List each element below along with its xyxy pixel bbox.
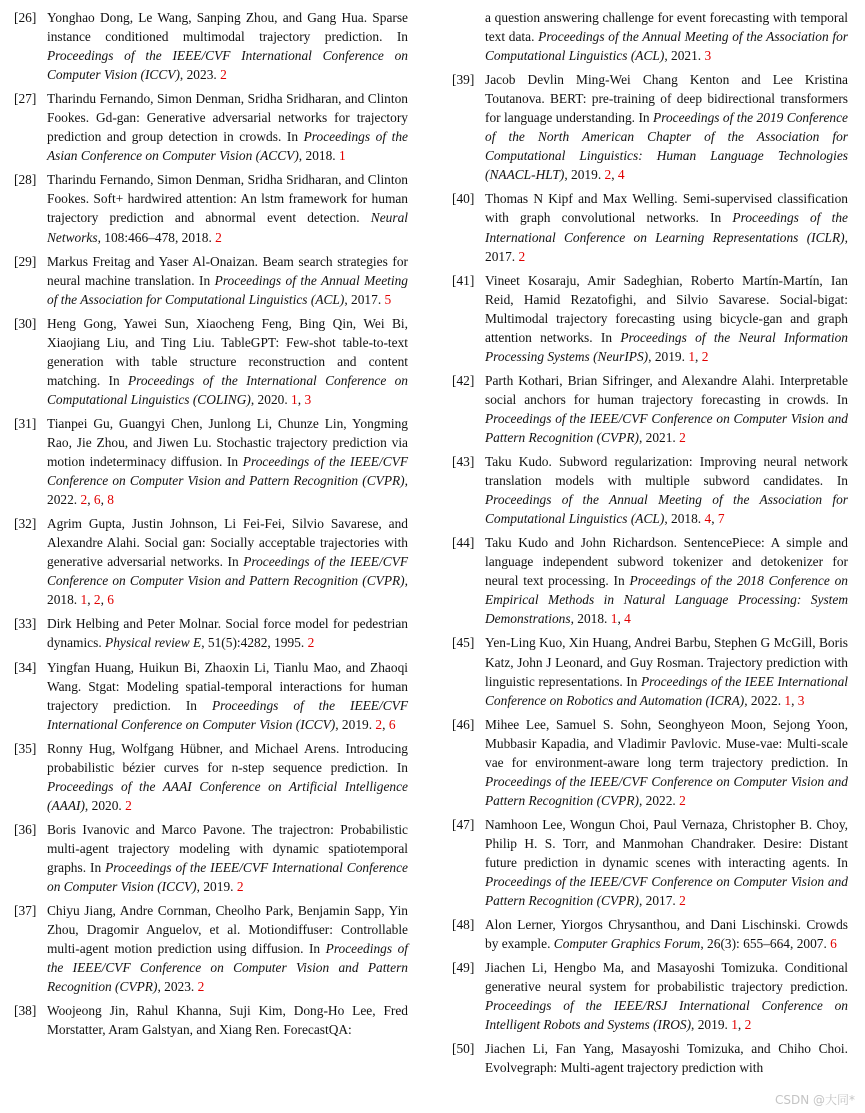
reference-authors-title: Taku Kudo and John Richardson. SentencePiece: A simple and language independent subword tokenizer and detokenizer for neural text processing. In xyxy=(485,535,848,589)
reference-number: [41] xyxy=(452,272,475,288)
backref-link[interactable]: 6 xyxy=(830,936,837,952)
reference-venue: Proceedings of the IEEE/CVF International Conference on Computer Vision (ICCV) xyxy=(47,48,408,83)
backref-link[interactable]: 3 xyxy=(704,48,712,64)
backref-links xyxy=(679,430,686,445)
reference-venue: Proceedings of the IEEE/CVF Conference on Computer Vision and Pattern Recognition (CVPR) xyxy=(47,554,409,589)
reference-entry xyxy=(452,8,848,65)
reference-text xyxy=(47,10,408,82)
reference-number: [48] xyxy=(452,917,475,933)
reference-authors-title: Heng Gong, Yawei Sun, Xiaocheng Feng, Bing Qin, Wei Bi, Xiaojiang Liu, and Ting Liu. TableGPT: Few-shot table-to-text generation with table structure reconstruction and content matching. In xyxy=(47,315,408,388)
reference-text xyxy=(47,416,408,507)
reference-number: [50] xyxy=(452,1041,475,1057)
reference-authors-title: Parth Kothari, Brian Sifringer, and Alexandre Alahi. Interpretable social anchors for human trajectory forecasting in crowds. In xyxy=(485,372,848,407)
reference-venue: Proceedings of the IEEE/CVF Conference on Computer Vision and Pattern Recognition (CVPR) xyxy=(485,773,848,808)
backref-link[interactable]: 1 xyxy=(80,592,88,608)
backref-link[interactable]: 2 xyxy=(236,879,244,895)
reference-year: , 2019. xyxy=(335,716,376,732)
reference-authors-title: Tianpei Gu, Guangyi Chen, Junlong Li, Chunze Lin, Yongming Rao, Jie Zhou, and Jiwen Lu. Stochastic trajectory prediction via motion indeterminacy diffusion. In xyxy=(47,415,408,470)
backref-link[interactable]: 2 xyxy=(679,792,686,808)
reference-entry xyxy=(452,633,848,709)
reference-number: [42] xyxy=(452,372,475,388)
reference-year: , 2017. xyxy=(485,229,848,264)
backref-link[interactable]: 6 xyxy=(107,592,114,608)
reference-entry xyxy=(452,815,848,910)
reference-venue: Proceedings of the Annual Meeting of the Association for Computational Linguistics (ACL) xyxy=(485,492,848,527)
backref-link[interactable]: 2 xyxy=(744,1017,752,1033)
backref-link[interactable]: 1 xyxy=(610,611,618,627)
backref-link[interactable]: 2 xyxy=(701,348,709,364)
reference-text xyxy=(485,535,848,626)
reference-venue: Proceedings of the IEEE/CVF Conference on Computer Vision and Pattern Recognition (CVPR) xyxy=(47,454,408,489)
reference-number: [45] xyxy=(452,635,475,651)
backref-links: 2, 6 xyxy=(375,716,396,732)
backref-links: 1, 2 xyxy=(731,1017,752,1033)
backref-link[interactable]: 1 xyxy=(731,1017,738,1033)
reference-entry xyxy=(14,170,408,246)
reference-entry xyxy=(14,89,408,165)
reference-number: [49] xyxy=(452,960,475,976)
reference-authors-title: Agrim Gupta, Justin Johnson, Li Fei-Fei, Silvio Savarese, and Alexandre Alahi. Social gan: Socially acceptable trajectories with generative adversarial networks. In xyxy=(47,516,408,570)
reference-authors-title: Thomas N Kipf and Max Welling. Semi-supervised classification with graph convolutional networks. In xyxy=(485,191,848,226)
reference-text xyxy=(485,72,848,182)
backref-links xyxy=(125,798,132,813)
reference-number: [34] xyxy=(14,659,37,675)
reference-entry xyxy=(452,958,848,1034)
reference-text xyxy=(485,373,848,445)
reference-text xyxy=(47,91,408,163)
backref-link[interactable]: 2 xyxy=(215,229,222,245)
reference-year: , 2017. xyxy=(638,893,680,909)
reference-entry xyxy=(452,915,848,953)
reference-entry xyxy=(452,271,848,366)
reference-venue: Proceedings of the Asian Conference on Computer Vision (ACCV) xyxy=(47,129,408,164)
reference-entry xyxy=(452,189,848,265)
reference-text xyxy=(485,960,848,1032)
reference-venue: Physical review E xyxy=(105,635,202,651)
reference-year: , 108:466–478, 2018. xyxy=(97,229,216,245)
backref-link[interactable]: 2 xyxy=(93,592,101,608)
reference-text xyxy=(47,616,408,650)
reference-number: [37] xyxy=(14,903,37,919)
reference-text xyxy=(485,1041,848,1075)
backref-link[interactable]: 8 xyxy=(107,492,114,508)
reference-entry xyxy=(14,739,408,815)
reference-entry xyxy=(452,70,848,184)
reference-entry xyxy=(14,658,408,734)
reference-year: , 2023. xyxy=(157,979,198,995)
reference-year: , 2019. xyxy=(648,348,689,364)
backref-link[interactable]: 2 xyxy=(679,429,686,445)
backref-link[interactable]: 4 xyxy=(704,511,712,527)
reference-number: [26] xyxy=(14,10,37,25)
backref-link[interactable]: 3 xyxy=(304,391,312,407)
reference-text xyxy=(47,660,408,732)
reference-text xyxy=(47,1003,408,1037)
reference-year: , 2022. xyxy=(744,692,785,708)
reference-text xyxy=(47,316,408,407)
reference-number: [32] xyxy=(14,516,37,532)
backref-links xyxy=(385,292,392,307)
reference-text xyxy=(485,191,848,263)
reference-venue: Proceedings of the IEEE/CVF Conference on Computer Vision and Pattern Recognition (CVPR) xyxy=(485,410,848,445)
reference-authors-title: Vineet Kosaraju, Amir Sadeghian, Roberto Martín-Martín, Ian Reid, Hamid Rezatofighi, and Silvio Savarese. Social-bigat: Multimodal trajectory forecasting using bicycle-gan and graph attention networks. In xyxy=(485,272,848,345)
reference-number: [39] xyxy=(452,72,475,88)
reference-year: , 2022. xyxy=(47,473,408,508)
reference-venue: Proceedings of the 2018 Conference on Empirical Methods in Natural Language Processing: System Demonstrations xyxy=(485,573,848,627)
backref-links xyxy=(679,793,686,808)
reference-authors-title: Markus Freitag and Yaser Al-Onaizan. Beam search strategies for neural machine translation. In xyxy=(47,253,408,288)
reference-text xyxy=(485,454,848,526)
reference-authors-title: Taku Kudo. Subword regularization: Improving neural network translation models with multiple subword candidates. In xyxy=(485,454,848,489)
reference-year: , 2018. xyxy=(570,611,611,627)
backref-links: 4, 7 xyxy=(704,511,725,527)
backref-link[interactable]: 2 xyxy=(375,716,383,732)
backref-link[interactable]: 2 xyxy=(679,893,686,909)
backref-links: 1, 2 xyxy=(688,348,709,364)
reference-authors-title: Dirk Helbing and Peter Molnar. Social force model for pedestrian dynamics. xyxy=(47,616,408,651)
reference-authors-title: Alon Lerner, Yiorgos Chrysanthou, and Dani Lischinski. Crowds by example. xyxy=(485,917,848,952)
reference-number: [27] xyxy=(14,91,37,107)
reference-year: , 2019. xyxy=(564,167,605,183)
reference-number: [36] xyxy=(14,821,37,837)
reference-text xyxy=(47,172,408,244)
reference-year: , 2019. xyxy=(691,1017,732,1033)
backref-link[interactable]: 4 xyxy=(624,611,631,627)
reference-number: [33] xyxy=(14,616,37,632)
backref-link[interactable]: 5 xyxy=(384,291,392,307)
reference-venue: Proceedings of the IEEE/CVF International Conference on Computer Vision (ICCV) xyxy=(47,859,408,895)
reference-text xyxy=(485,10,848,63)
backref-link[interactable]: 7 xyxy=(717,511,725,527)
backref-links: 2, 6, 8 xyxy=(80,492,114,508)
reference-entry xyxy=(14,820,408,896)
backref-link[interactable]: 2 xyxy=(518,248,526,264)
reference-authors-title: Namhoon Lee, Wongun Choi, Paul Vernaza, Christopher B. Choy, Philip H. S. Torr, and Manmohan Chandraker. Desire: Distant future prediction in dynamic scenes with interacting agents. In xyxy=(485,816,848,870)
reference-entry xyxy=(14,514,408,609)
backref-links: 1, 2, 6 xyxy=(80,592,114,608)
reference-authors-title: Yingfan Huang, Huikun Bi, Zhaoxin Li, Tianlu Mao, and Zhaoqi Wang. Stgat: Modeling spatial-temporal interactions for human trajectory prediction. In xyxy=(47,659,408,713)
reference-number: [38] xyxy=(14,1003,37,1019)
reference-text xyxy=(47,516,408,607)
backref-link[interactable]: 2 xyxy=(125,797,132,813)
reference-authors-title: Jacob Devlin Ming-Wei Chang Kenton and Lee Kristina Toutanova. BERT: pre-training of deep bidirectional transformers for language understanding. In xyxy=(485,72,848,126)
reference-number: [29] xyxy=(14,253,37,269)
reference-venue: Proceedings of the AAAI Conference on Artificial Intelligence (AAAI) xyxy=(47,778,408,813)
reference-venue: Proceedings of the IEEE/CVF International Conference on Computer Vision (ICCV) xyxy=(47,697,408,732)
backref-links xyxy=(339,148,346,163)
reference-year: , 2020. xyxy=(250,391,292,407)
reference-venue: Proceedings of the IEEE International Conference on Robotics and Automation (ICRA) xyxy=(485,673,848,708)
backref-links xyxy=(704,48,711,63)
reference-entry xyxy=(452,715,848,810)
reference-year: , 2018. xyxy=(47,573,408,608)
reference-entry xyxy=(14,252,408,309)
backref-link[interactable]: 2 xyxy=(604,167,612,183)
reference-number: [30] xyxy=(14,315,37,331)
reference-text xyxy=(485,917,848,951)
reference-entry xyxy=(14,314,408,409)
backref-link[interactable]: 3 xyxy=(797,692,805,708)
reference-entry xyxy=(452,533,848,628)
reference-number: [47] xyxy=(452,816,475,832)
reference-authors-title: Ronny Hug, Wolfgang Hübner, and Michael Arens. Introducing probabilistic bézier curves for n-step sequence prediction. In xyxy=(47,740,408,775)
reference-venue: Proceedings of the Annual Meeting of the Association for Computational Linguistics (ACL) xyxy=(485,29,848,64)
backref-link[interactable]: 1 xyxy=(338,148,346,164)
reference-number: [40] xyxy=(452,191,475,207)
watermark: CSDN @大同* xyxy=(774,1092,855,1107)
backref-links xyxy=(237,879,244,894)
reference-year: , 2017. xyxy=(344,291,385,307)
backref-link[interactable]: 1 xyxy=(291,391,298,407)
backref-links: 1, 3 xyxy=(291,391,312,407)
backref-links: 1, 4 xyxy=(610,611,631,627)
backref-links: 1, 3 xyxy=(784,692,805,708)
backref-link[interactable]: 2 xyxy=(307,635,315,651)
reference-number: [28] xyxy=(14,172,37,188)
backref-link[interactable]: 6 xyxy=(93,492,101,508)
reference-number: [35] xyxy=(14,740,37,756)
reference-authors-title: Mihee Lee, Samuel S. Sohn, Seonghyeon Moon, Sejong Yoon, Mubbasir Kapadia, and Vladimir Pavlovic. Muse-vae: Multi-scale vae for environment-aware long term trajectory prediction. In xyxy=(485,716,848,770)
reference-year: , 2019. xyxy=(196,879,237,895)
references-column-left xyxy=(14,8,408,1039)
reference-year: , 51(5):4282, 1995. xyxy=(201,635,308,651)
backref-links xyxy=(198,979,205,994)
reference-venue: Proceedings of the IEEE/CVF Conference on Computer Vision and Pattern Recognition (CVPR) xyxy=(47,941,408,995)
reference-authors-title: Yen-Ling Kuo, Xin Huang, Andrei Barbu, Stephen G McGill, Boris Katz, John J Leonard, and Guy Rosman. Trajectory prediction with linguistic representations. In xyxy=(485,635,848,689)
reference-text xyxy=(485,635,848,707)
reference-year: , 2022. xyxy=(638,792,680,808)
backref-links xyxy=(215,230,222,245)
reference-venue: Proceedings of the Neural Information Processing Systems (NeurIPS) xyxy=(485,329,848,364)
backref-link[interactable]: 1 xyxy=(784,692,792,708)
reference-entry xyxy=(452,1039,848,1077)
backref-link[interactable]: 6 xyxy=(388,716,396,732)
reference-venue: Proceedings of the IEEE/RSJ International Conference on Intelligent Robots and Systems (IROS) xyxy=(485,998,848,1033)
reference-authors-title: Yonghao Dong, Le Wang, Sanping Zhou, and Gang Hua. Sparse instance conditioned multimodal trajectory prediction. In xyxy=(47,10,408,45)
reference-entry xyxy=(14,614,408,652)
reference-venue: Proceedings of the International Conference on Learning Representations (ICLR) xyxy=(485,210,848,245)
backref-links xyxy=(220,67,227,82)
reference-text xyxy=(485,817,848,908)
reference-year: , 2021. xyxy=(638,429,680,445)
backref-links: 2, 4 xyxy=(604,167,625,183)
reference-authors-title: Jiachen Li, Hengbo Ma, and Masayoshi Tomizuka. Conditional generative neural system for probabilistic trajectory prediction. xyxy=(485,960,848,995)
reference-venue: Proceedings of the IEEE/CVF Conference on Computer Vision and Pattern Recognition (CVPR) xyxy=(485,874,848,909)
reference-venue: Computer Graphics Forum xyxy=(553,936,701,952)
reference-year: , 2023. xyxy=(179,67,221,83)
reference-entry xyxy=(452,452,848,528)
backref-link[interactable]: 2 xyxy=(80,492,88,508)
reference-entry xyxy=(14,901,408,996)
reference-venue: Proceedings of the International Conference on Computational Linguistics (COLING) xyxy=(47,372,408,407)
reference-text xyxy=(485,717,848,808)
reference-entry xyxy=(452,371,848,447)
reference-venue: Proceedings of the 2019 Conference of the North American Chapter of the Association for Computational Linguistics: Human Language Technologies (NAACL-HLT) xyxy=(485,110,848,183)
reference-year: , 2020. xyxy=(84,797,126,813)
reference-entry xyxy=(14,8,408,84)
backref-link[interactable]: 1 xyxy=(688,348,696,364)
reference-year: , 26(3): 655–664, 2007. xyxy=(700,936,831,952)
references-column-right xyxy=(452,8,848,1077)
backref-link[interactable]: 2 xyxy=(220,67,227,83)
reference-authors-title: Chiyu Jiang, Andre Cornman, Cheolho Park, Benjamin Sapp, Yin Zhou, Dragomir Anguelov, et al. Motiondiffuser: Controllable multi-agent motion prediction using diffusion. In xyxy=(47,903,408,957)
reference-authors-title: Tharindu Fernando, Simon Denman, Sridha Sridharan, and Clinton Fookes. Gd-gan: Generative adversarial networks for trajectory prediction and group detection in crowds. In xyxy=(47,91,408,145)
reference-venue: Proceedings of the Annual Meeting of the Association for Computational Linguistics (ACL) xyxy=(47,272,408,307)
reference-text xyxy=(47,903,408,994)
reference-entry xyxy=(14,414,408,509)
reference-text xyxy=(47,822,408,894)
reference-venue: Neural Networks xyxy=(47,210,408,245)
reference-entry xyxy=(14,1001,408,1039)
reference-text xyxy=(47,254,408,307)
reference-number: [43] xyxy=(452,454,475,470)
backref-links xyxy=(679,893,686,908)
reference-year: , 2018. xyxy=(664,511,705,527)
reference-number: [31] xyxy=(14,415,37,431)
reference-authors-title: Boris Ivanovic and Marco Pavone. The trajectron: Probabilistic multi-agent trajectory modeling with dynamic spatiotemporal graphs. In xyxy=(47,821,408,875)
reference-text xyxy=(47,741,408,813)
reference-text xyxy=(485,273,848,364)
backref-link[interactable]: 4 xyxy=(617,167,625,183)
reference-year: , 2021. xyxy=(664,48,705,64)
backref-links xyxy=(308,635,315,650)
backref-link[interactable]: 2 xyxy=(197,979,205,995)
reference-year: , 2018. xyxy=(298,148,339,164)
reference-number: [46] xyxy=(452,716,475,732)
backref-links xyxy=(518,249,525,264)
reference-authors-title: Tharindu Fernando, Simon Denman, Sridha Sridharan, and Clinton Fookes. Soft+ hardwired attention: An lstm framework for human trajectory prediction and abnormal event detection. xyxy=(47,172,408,226)
backref-links xyxy=(830,936,837,951)
reference-authors-title: a question answering challenge for event forecasting with temporal text data. xyxy=(485,10,848,45)
reference-authors-title: Woojeong Jin, Rahul Khanna, Suji Kim, Dong-Ho Lee, Fred Morstatter, Aram Galstyan, and Xiang Ren. ForecastQA: xyxy=(47,1003,408,1038)
reference-number: [44] xyxy=(452,535,475,551)
reference-authors-title: Jiachen Li, Fan Yang, Masayoshi Tomizuka, and Chiho Choi. Evolvegraph: Multi-agent trajectory prediction with xyxy=(485,1041,848,1076)
